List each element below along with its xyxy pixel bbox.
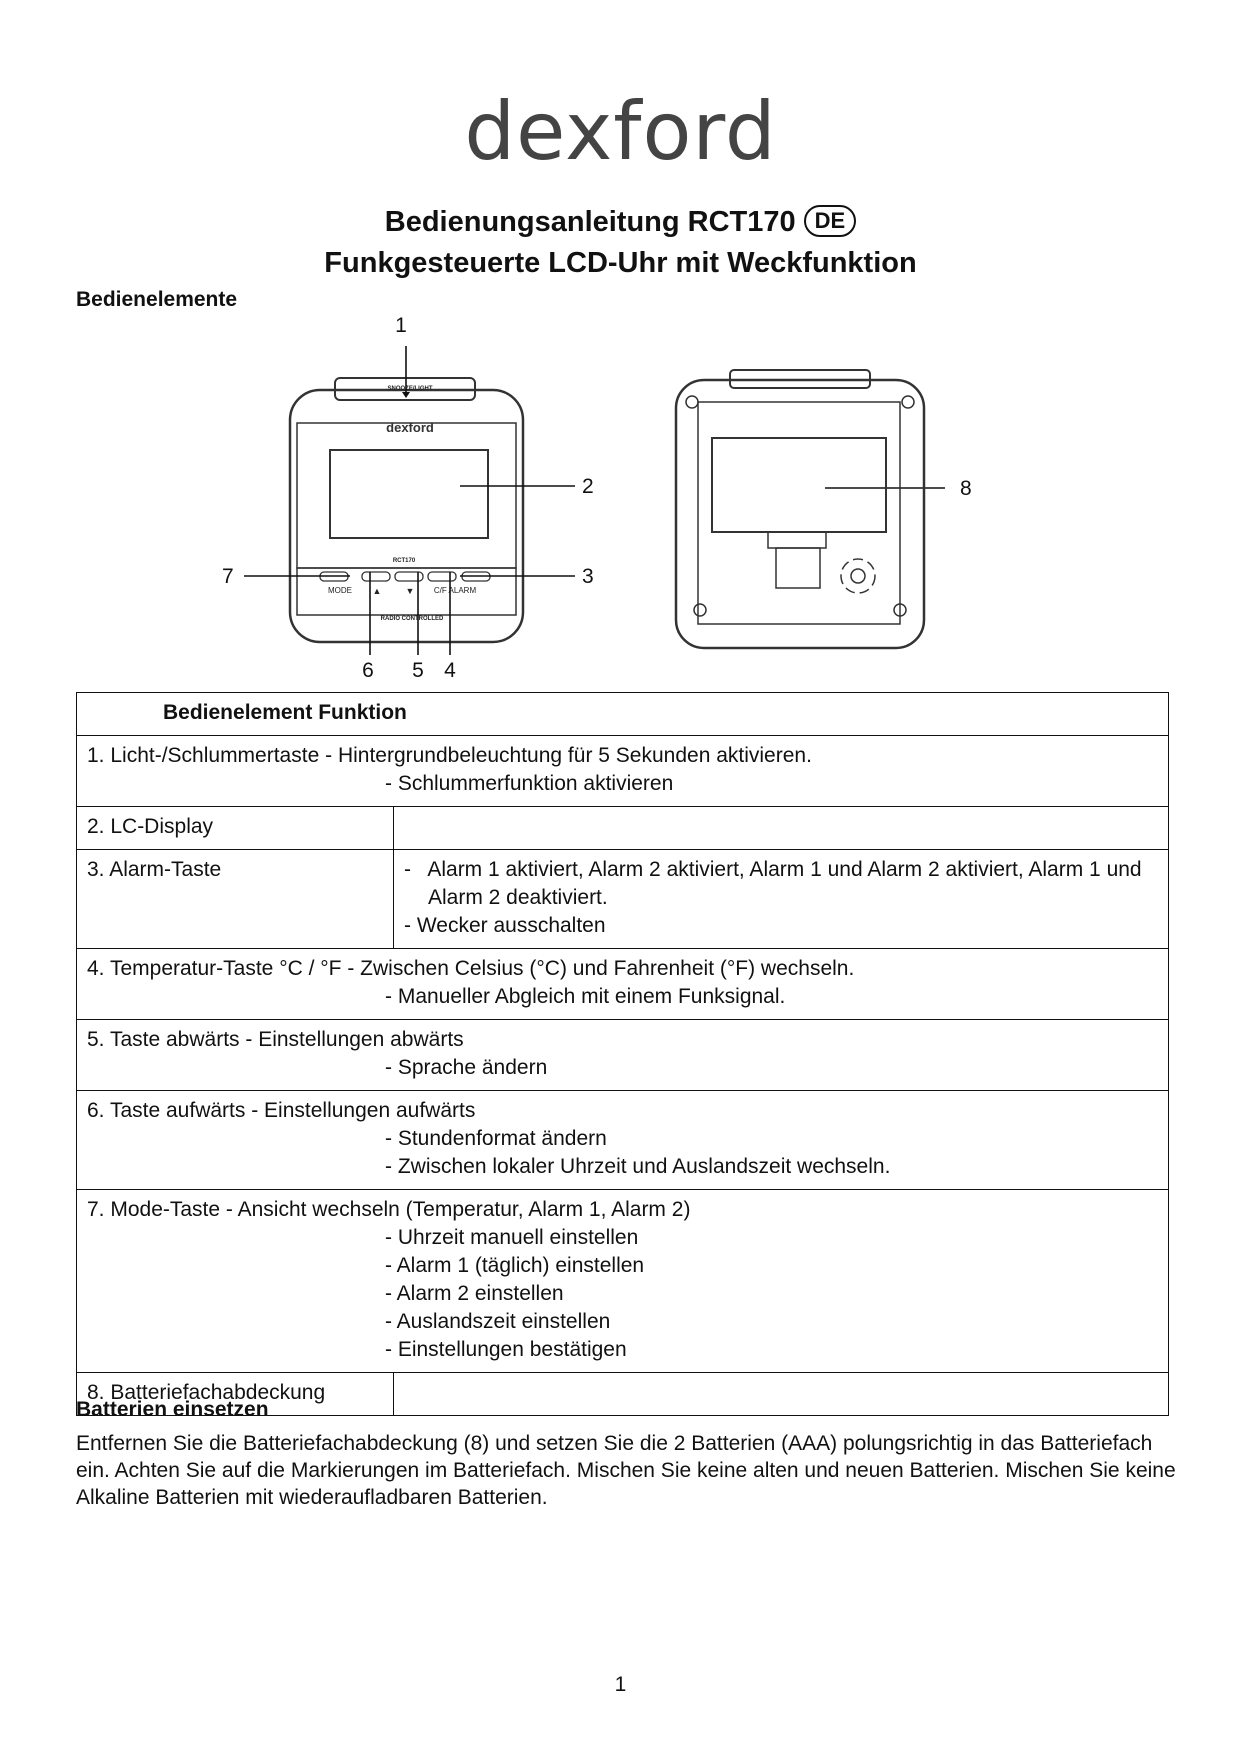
row-7-line-3: - Alarm 2 einstellen	[385, 1282, 564, 1305]
row-3-function	[394, 850, 1169, 949]
cf-alarm-label: C/F ALARM	[433, 586, 477, 595]
manual-subtitle: Funkgesteuerte LCD-Uhr mit Weckfunktion	[324, 247, 917, 279]
row-7-inline: Ansicht wechseln (Temperatur, Alarm 1, Alarm 2)	[237, 1198, 691, 1221]
row-5-item: 5. Taste abwärts -	[87, 1028, 253, 1051]
manual-title	[0, 205, 1241, 239]
device-brand-label: dexford	[386, 420, 434, 435]
callout-5: 5	[412, 659, 424, 682]
lcd-screen	[330, 450, 488, 538]
brand-logo: dexford	[464, 85, 777, 178]
down-label: ▼	[405, 586, 415, 596]
row-2-item: 2. LC-Display	[77, 807, 394, 850]
table-row	[77, 736, 1169, 807]
row-5-line-1: - Sprache ändern	[385, 1056, 548, 1079]
up-label: ▲	[372, 586, 382, 596]
battery-instructions: Entfernen Sie die Batteriefachabdeckung (8) und setzen Sie die 2 Batterien (AAA) polungsrichtig in das Batteriefach ein. Achten Sie auf die Markierungen im Batteriefach. Mischen Sie keine alten und neuen Batterien. Mischen Sie keine Alkaline Batterien mit wiederaufladbaren Batterien.	[76, 1432, 1176, 1509]
row-7-line-5: - Einstellungen bestätigen	[385, 1338, 627, 1361]
screw-tl	[686, 396, 698, 408]
row-1-line-1: - Schlummerfunktion aktivieren	[385, 772, 674, 795]
row-3-item: 3. Alarm-Taste	[77, 850, 394, 949]
row-7-cell	[77, 1190, 1169, 1373]
mode-label: MODE	[328, 586, 352, 595]
callout-7: 7	[222, 565, 234, 588]
row-4-cell	[77, 949, 1169, 1020]
row-5-cell	[77, 1020, 1169, 1091]
row-3-line-2: - Wecker ausschalten	[404, 914, 606, 937]
row-1-inline: Hintergrundbeleuchtung für 5 Sekunden aktivieren.	[337, 744, 812, 767]
cf-button	[428, 572, 456, 581]
row-4-inline: Zwischen Celsius (°C) und Fahrenheit (°F) wechseln.	[360, 957, 855, 980]
callout-2: 2	[582, 475, 594, 498]
header-col1: Bedienelement	[163, 701, 313, 724]
row-4-line-1: - Manueller Abgleich mit einem Funksignal.	[385, 985, 786, 1008]
table-header-row	[77, 693, 1169, 736]
row-6-cell	[77, 1091, 1169, 1190]
battery-heading: Batterien einsetzen	[76, 1398, 269, 1421]
row-6-line-1: - Stundenformat ändern	[385, 1127, 607, 1150]
up-button	[362, 572, 390, 581]
row-5-inline: Einstellungen abwärts	[258, 1028, 464, 1051]
controls-table	[76, 692, 1169, 1416]
row-2-function	[394, 807, 1169, 850]
snooze-label: SNOOZE/LIGHT	[387, 386, 433, 392]
page-number: 1	[614, 1673, 627, 1696]
row-4-item: 4. Temperatur-Taste °C / °F -	[87, 957, 355, 980]
manual-title-text: Bedienungsanleitung RCT170	[384, 206, 796, 238]
stand	[776, 548, 820, 588]
table-row	[77, 949, 1169, 1020]
screw-bl	[694, 604, 706, 616]
table-row	[77, 850, 1169, 949]
screw-tr	[902, 396, 914, 408]
row-8-item: 8. Batteriefachabdeckung	[77, 1373, 394, 1416]
snooze-arrow	[402, 392, 410, 398]
row-7-line-2: - Alarm 1 (täglich) einstellen	[385, 1254, 645, 1277]
row-8-function	[394, 1373, 1169, 1416]
row-1-cell	[77, 736, 1169, 807]
row-7-line-4: - Auslandszeit einstellen	[385, 1310, 611, 1333]
back-plate	[698, 402, 900, 624]
table-row	[77, 807, 1169, 850]
row-3-line-1: - Alarm 1 aktiviert, Alarm 2 aktiviert, Alarm 1 und Alarm 2 aktiviert, Alarm 1 und Alarm 2 deaktiviert.	[404, 858, 1147, 909]
battery-compartment-cover	[712, 438, 886, 532]
header-col2: Funktion	[318, 701, 407, 724]
row-6-item: 6. Taste aufwärts -	[87, 1099, 259, 1122]
callout-1: 1	[395, 314, 407, 337]
row-6-line-2: - Zwischen lokaler Uhrzeit und Auslandszeit wechseln.	[385, 1155, 891, 1178]
callout-8: 8	[960, 477, 972, 500]
row-1-item: 1. Licht-/Schlummertaste -	[87, 744, 333, 767]
callout-6: 6	[362, 659, 374, 682]
radio-label: RADIO CONTROLLED	[380, 616, 444, 622]
callout-4: 4	[444, 659, 456, 682]
controls-heading: Bedienelemente	[76, 288, 238, 311]
model-label: RCT170	[392, 558, 416, 564]
back-view	[676, 370, 924, 648]
callout-3: 3	[582, 565, 594, 588]
table-row	[77, 1020, 1169, 1091]
language-badge: DE	[804, 205, 857, 237]
stand-top	[768, 532, 826, 548]
row-7-item: 7. Mode-Taste -	[87, 1198, 233, 1221]
callout-lines	[244, 346, 945, 655]
table-row	[77, 1091, 1169, 1190]
speaker-center	[851, 569, 865, 583]
table-row	[77, 1190, 1169, 1373]
speaker-grille	[841, 559, 875, 593]
row-7-line-1: - Uhrzeit manuell einstellen	[385, 1226, 639, 1249]
device-diagram	[0, 310, 1241, 692]
table-header	[77, 693, 1169, 736]
row-6-inline: Einstellungen aufwärts	[264, 1099, 476, 1122]
front-view	[290, 378, 523, 642]
